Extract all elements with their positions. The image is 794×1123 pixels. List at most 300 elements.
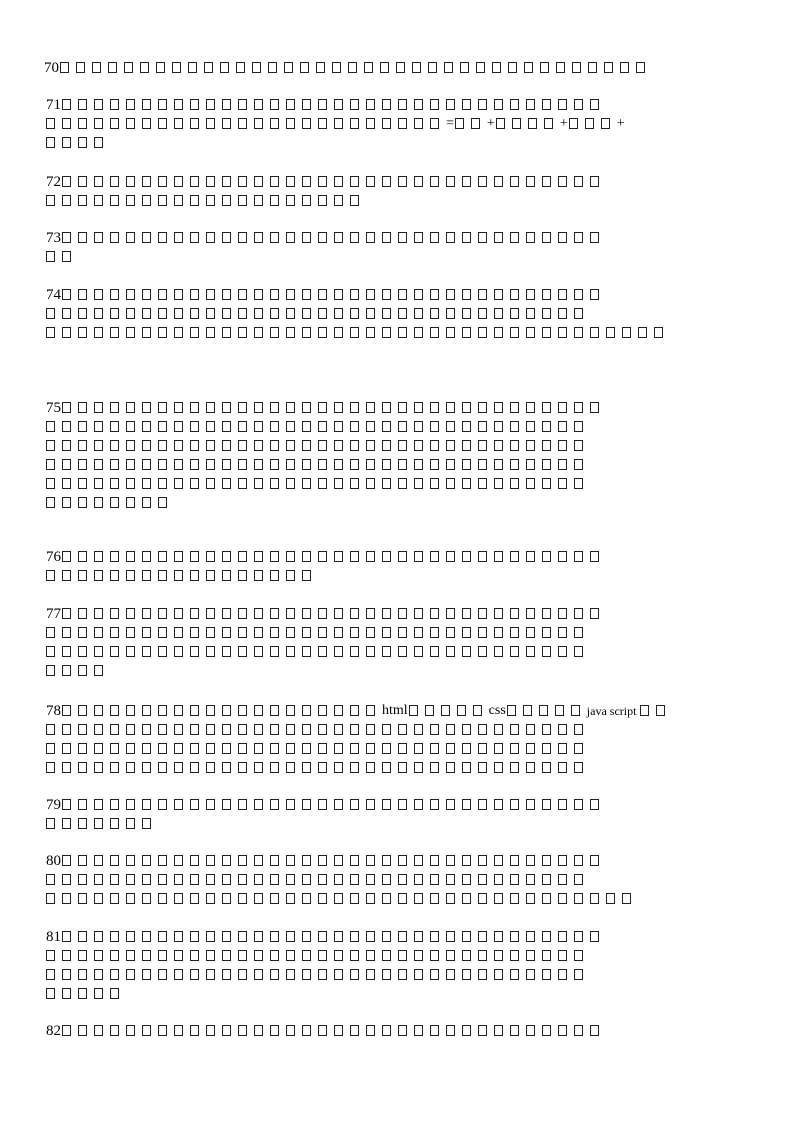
missing-glyph-box — [446, 931, 455, 942]
missing-glyph-box — [302, 762, 311, 773]
missing-glyph-box — [94, 137, 103, 148]
missing-glyph-box — [462, 646, 471, 657]
missing-glyph-box — [478, 478, 487, 489]
missing-glyph-box — [574, 724, 583, 735]
missing-glyph-box — [190, 570, 199, 581]
missing-glyph-box — [222, 893, 231, 904]
missing-glyph-box — [494, 99, 503, 110]
missing-glyph-box — [318, 855, 327, 866]
text-line — [46, 285, 746, 304]
missing-glyph-box — [254, 893, 263, 904]
missing-glyph-box — [539, 705, 548, 716]
missing-glyph-box — [302, 724, 311, 735]
missing-glyph-box — [590, 99, 599, 110]
missing-glyph-box — [142, 931, 151, 942]
missing-glyph-box — [78, 969, 87, 980]
text-line — [46, 795, 746, 814]
missing-glyph-box — [334, 969, 343, 980]
missing-glyph-box — [574, 421, 583, 432]
missing-glyph-box — [126, 818, 135, 829]
missing-glyph-box — [398, 308, 407, 319]
missing-glyph-box — [238, 762, 247, 773]
missing-glyph-box — [318, 176, 327, 187]
missing-glyph-box — [46, 195, 55, 206]
text-line — [46, 720, 746, 739]
missing-glyph-box — [62, 931, 71, 942]
missing-glyph-box — [142, 478, 151, 489]
missing-glyph-box — [222, 724, 231, 735]
missing-glyph-run — [46, 251, 78, 262]
missing-glyph-box — [110, 855, 119, 866]
missing-glyph-box — [366, 893, 375, 904]
missing-glyph-box — [588, 62, 597, 73]
missing-glyph-box — [462, 608, 471, 619]
missing-glyph-box — [300, 62, 309, 73]
missing-glyph-box — [62, 969, 71, 980]
missing-glyph-box — [286, 308, 295, 319]
missing-glyph-box — [174, 646, 183, 657]
missing-glyph-box — [366, 176, 375, 187]
missing-glyph-box — [382, 459, 391, 470]
missing-glyph-box — [142, 176, 151, 187]
missing-glyph-box — [430, 1025, 439, 1036]
missing-glyph-run — [60, 62, 652, 73]
missing-glyph-box — [555, 705, 564, 716]
missing-glyph-box — [526, 99, 535, 110]
missing-glyph-box — [574, 627, 583, 638]
missing-glyph-box — [398, 551, 407, 562]
missing-glyph-box — [494, 969, 503, 980]
missing-glyph-box — [473, 705, 482, 716]
missing-glyph-box — [206, 969, 215, 980]
missing-glyph-box — [302, 893, 311, 904]
text-line — [46, 984, 746, 1003]
missing-glyph-box — [94, 705, 103, 716]
missing-glyph-box — [382, 855, 391, 866]
missing-glyph-box — [508, 62, 517, 73]
missing-glyph-run — [409, 705, 489, 716]
missing-glyph-box — [350, 799, 359, 810]
missing-glyph-box — [606, 893, 615, 904]
missing-glyph-box — [574, 799, 583, 810]
missing-glyph-box — [238, 705, 247, 716]
missing-glyph-box — [206, 478, 215, 489]
missing-glyph-box — [110, 608, 119, 619]
missing-glyph-box — [62, 627, 71, 638]
missing-glyph-box — [526, 931, 535, 942]
missing-glyph-box — [78, 893, 87, 904]
missing-glyph-box — [510, 799, 519, 810]
missing-glyph-box — [254, 969, 263, 980]
missing-glyph-box — [382, 118, 391, 129]
missing-glyph-run — [46, 570, 318, 581]
missing-glyph-box — [46, 988, 55, 999]
missing-glyph-box — [366, 440, 375, 451]
missing-glyph-box — [94, 799, 103, 810]
missing-glyph-box — [656, 705, 665, 716]
missing-glyph-box — [366, 551, 375, 562]
missing-glyph-box — [510, 931, 519, 942]
missing-glyph-box — [270, 799, 279, 810]
missing-glyph-box — [206, 195, 215, 206]
missing-glyph-box — [334, 195, 343, 206]
missing-glyph-box — [526, 762, 535, 773]
missing-glyph-box — [558, 950, 567, 961]
missing-glyph-box — [526, 855, 535, 866]
missing-glyph-run — [46, 893, 638, 904]
missing-glyph-box — [462, 1025, 471, 1036]
missing-glyph-box — [126, 551, 135, 562]
missing-glyph-box — [62, 988, 71, 999]
missing-glyph-box — [238, 551, 247, 562]
missing-glyph-box — [62, 497, 71, 508]
missing-glyph-box — [174, 705, 183, 716]
missing-glyph-box — [398, 421, 407, 432]
missing-glyph-box — [302, 950, 311, 961]
missing-glyph-box — [110, 551, 119, 562]
missing-glyph-box — [318, 627, 327, 638]
missing-glyph-run — [640, 705, 672, 716]
missing-glyph-box — [462, 176, 471, 187]
missing-glyph-box — [590, 931, 599, 942]
missing-glyph-box — [302, 743, 311, 754]
missing-glyph-box — [254, 1025, 263, 1036]
missing-glyph-box — [254, 627, 263, 638]
text-line — [46, 133, 746, 152]
missing-glyph-box — [174, 893, 183, 904]
text-line — [46, 95, 746, 114]
missing-glyph-box — [78, 665, 87, 676]
missing-glyph-box — [158, 608, 167, 619]
missing-glyph-box — [62, 478, 71, 489]
missing-glyph-box — [110, 646, 119, 657]
missing-glyph-box — [446, 608, 455, 619]
missing-glyph-box — [430, 232, 439, 243]
missing-glyph-box — [140, 62, 149, 73]
missing-glyph-box — [382, 646, 391, 657]
missing-glyph-box — [126, 762, 135, 773]
item-number: 80 — [46, 852, 61, 869]
missing-glyph-box — [430, 799, 439, 810]
missing-glyph-box — [78, 743, 87, 754]
missing-glyph-box — [254, 646, 263, 657]
paragraph-81 — [46, 927, 746, 1003]
missing-glyph-box — [62, 232, 71, 243]
missing-glyph-box — [590, 289, 599, 300]
missing-glyph-box — [382, 99, 391, 110]
missing-glyph-box — [398, 931, 407, 942]
missing-glyph-box — [364, 62, 373, 73]
missing-glyph-box — [78, 551, 87, 562]
missing-glyph-box — [94, 176, 103, 187]
missing-glyph-box — [206, 893, 215, 904]
missing-glyph-box — [494, 950, 503, 961]
missing-glyph-box — [366, 627, 375, 638]
missing-glyph-box — [174, 627, 183, 638]
missing-glyph-run — [62, 608, 606, 619]
missing-glyph-box — [286, 232, 295, 243]
missing-glyph-box — [654, 327, 663, 338]
missing-glyph-box — [78, 478, 87, 489]
missing-glyph-box — [158, 289, 167, 300]
missing-glyph-box — [78, 608, 87, 619]
missing-glyph-box — [62, 570, 71, 581]
missing-glyph-box — [478, 232, 487, 243]
missing-glyph-box — [206, 232, 215, 243]
missing-glyph-box — [78, 818, 87, 829]
missing-glyph-box — [510, 232, 519, 243]
missing-glyph-run — [46, 969, 590, 980]
missing-glyph-box — [414, 893, 423, 904]
missing-glyph-box — [569, 118, 578, 129]
missing-glyph-box — [478, 551, 487, 562]
missing-glyph-box — [190, 724, 199, 735]
missing-glyph-box — [302, 118, 311, 129]
missing-glyph-box — [62, 327, 71, 338]
missing-glyph-box — [494, 743, 503, 754]
paragraph-75 — [46, 398, 746, 512]
missing-glyph-box — [142, 497, 151, 508]
missing-glyph-box — [590, 799, 599, 810]
missing-glyph-box — [254, 195, 263, 206]
missing-glyph-box — [318, 440, 327, 451]
missing-glyph-box — [542, 950, 551, 961]
missing-glyph-box — [332, 62, 341, 73]
missing-glyph-box — [270, 289, 279, 300]
missing-glyph-box — [286, 893, 295, 904]
missing-glyph-box — [270, 743, 279, 754]
missing-glyph-run — [496, 118, 560, 129]
missing-glyph-box — [366, 743, 375, 754]
missing-glyph-box — [206, 1025, 215, 1036]
missing-glyph-box — [318, 402, 327, 413]
missing-glyph-box — [270, 308, 279, 319]
missing-glyph-box — [238, 931, 247, 942]
missing-glyph-box — [494, 724, 503, 735]
missing-glyph-box — [158, 931, 167, 942]
missing-glyph-box — [318, 1025, 327, 1036]
missing-glyph-run — [455, 118, 487, 129]
missing-glyph-box — [446, 232, 455, 243]
missing-glyph-box — [190, 176, 199, 187]
missing-glyph-box — [206, 551, 215, 562]
missing-glyph-box — [478, 327, 487, 338]
missing-glyph-box — [574, 893, 583, 904]
missing-glyph-box — [366, 799, 375, 810]
missing-glyph-box — [78, 176, 87, 187]
missing-glyph-box — [574, 931, 583, 942]
missing-glyph-box — [476, 62, 485, 73]
missing-glyph-box — [78, 931, 87, 942]
missing-glyph-box — [158, 440, 167, 451]
missing-glyph-box — [238, 402, 247, 413]
missing-glyph-box — [430, 874, 439, 885]
missing-glyph-run — [62, 551, 606, 562]
missing-glyph-box — [446, 289, 455, 300]
missing-glyph-box — [94, 724, 103, 735]
missing-glyph-box — [318, 762, 327, 773]
missing-glyph-run — [46, 195, 366, 206]
missing-glyph-box — [318, 874, 327, 885]
missing-glyph-box — [446, 176, 455, 187]
missing-glyph-box — [462, 421, 471, 432]
missing-glyph-box — [158, 705, 167, 716]
text-line — [46, 398, 746, 417]
text-line — [46, 417, 746, 436]
missing-glyph-box — [108, 62, 117, 73]
missing-glyph-box — [430, 421, 439, 432]
missing-glyph-box — [457, 705, 466, 716]
missing-glyph-box — [142, 195, 151, 206]
missing-glyph-box — [78, 705, 87, 716]
missing-glyph-box — [524, 62, 533, 73]
text-line — [46, 247, 746, 266]
missing-glyph-box — [124, 62, 133, 73]
missing-glyph-box — [571, 705, 580, 716]
missing-glyph-box — [46, 118, 55, 129]
missing-glyph-box — [110, 459, 119, 470]
missing-glyph-box — [460, 62, 469, 73]
missing-glyph-box — [94, 1025, 103, 1036]
missing-glyph-box — [46, 440, 55, 451]
missing-glyph-run — [46, 874, 590, 885]
missing-glyph-box — [334, 1025, 343, 1036]
missing-glyph-box — [270, 627, 279, 638]
missing-glyph-box — [286, 421, 295, 432]
missing-glyph-box — [382, 762, 391, 773]
missing-glyph-box — [366, 327, 375, 338]
missing-glyph-box — [318, 799, 327, 810]
missing-glyph-box — [126, 855, 135, 866]
missing-glyph-box — [462, 762, 471, 773]
missing-glyph-box — [110, 195, 119, 206]
missing-glyph-box — [190, 762, 199, 773]
missing-glyph-box — [190, 478, 199, 489]
missing-glyph-box — [94, 874, 103, 885]
missing-glyph-box — [78, 988, 87, 999]
missing-glyph-box — [398, 402, 407, 413]
missing-glyph-box — [190, 289, 199, 300]
missing-glyph-box — [585, 118, 594, 129]
missing-glyph-box — [382, 799, 391, 810]
missing-glyph-box — [94, 646, 103, 657]
missing-glyph-box — [430, 118, 439, 129]
missing-glyph-box — [318, 608, 327, 619]
missing-glyph-box — [542, 459, 551, 470]
missing-glyph-box — [174, 327, 183, 338]
missing-glyph-box — [302, 855, 311, 866]
missing-glyph-box — [302, 1025, 311, 1036]
missing-glyph-box — [286, 440, 295, 451]
missing-glyph-box — [238, 950, 247, 961]
missing-glyph-box — [222, 799, 231, 810]
missing-glyph-box — [318, 232, 327, 243]
missing-glyph-box — [590, 402, 599, 413]
missing-glyph-box — [542, 931, 551, 942]
missing-glyph-box — [158, 799, 167, 810]
missing-glyph-box — [46, 665, 55, 676]
missing-glyph-box — [526, 421, 535, 432]
missing-glyph-box — [350, 762, 359, 773]
missing-glyph-box — [334, 893, 343, 904]
missing-glyph-box — [430, 646, 439, 657]
missing-glyph-box — [142, 459, 151, 470]
missing-glyph-box — [94, 570, 103, 581]
missing-glyph-box — [640, 705, 649, 716]
text-line — [46, 1021, 746, 1040]
missing-glyph-box — [110, 950, 119, 961]
missing-glyph-box — [78, 762, 87, 773]
missing-glyph-box — [206, 724, 215, 735]
missing-glyph-box — [572, 62, 581, 73]
text-line — [46, 851, 746, 870]
missing-glyph-box — [430, 308, 439, 319]
missing-glyph-box — [142, 799, 151, 810]
missing-glyph-box — [398, 627, 407, 638]
missing-glyph-box — [238, 195, 247, 206]
missing-glyph-box — [558, 762, 567, 773]
missing-glyph-box — [110, 497, 119, 508]
missing-glyph-box — [190, 1025, 199, 1036]
item-number: 77 — [46, 605, 61, 622]
missing-glyph-box — [510, 874, 519, 885]
missing-glyph-box — [158, 762, 167, 773]
missing-glyph-box — [382, 893, 391, 904]
missing-glyph-box — [174, 608, 183, 619]
missing-glyph-box — [78, 497, 87, 508]
missing-glyph-box — [174, 459, 183, 470]
missing-glyph-run — [507, 705, 587, 716]
paragraph-73 — [46, 228, 746, 266]
missing-glyph-box — [206, 421, 215, 432]
missing-glyph-box — [366, 478, 375, 489]
missing-glyph-box — [110, 762, 119, 773]
missing-glyph-box — [471, 118, 480, 129]
missing-glyph-box — [286, 118, 295, 129]
missing-glyph-box — [510, 440, 519, 451]
missing-glyph-box — [382, 743, 391, 754]
missing-glyph-box — [430, 950, 439, 961]
missing-glyph-box — [158, 551, 167, 562]
missing-glyph-box — [425, 705, 434, 716]
missing-glyph-box — [238, 118, 247, 129]
missing-glyph-box — [601, 118, 610, 129]
missing-glyph-box — [126, 118, 135, 129]
missing-glyph-box — [318, 705, 327, 716]
missing-glyph-box — [110, 988, 119, 999]
missing-glyph-box — [334, 705, 343, 716]
missing-glyph-box — [126, 421, 135, 432]
missing-glyph-box — [494, 874, 503, 885]
missing-glyph-box — [382, 232, 391, 243]
missing-glyph-box — [302, 969, 311, 980]
missing-glyph-box — [366, 855, 375, 866]
missing-glyph-box — [574, 176, 583, 187]
missing-glyph-box — [190, 99, 199, 110]
text-line — [46, 493, 746, 512]
missing-glyph-box — [414, 799, 423, 810]
missing-glyph-box — [430, 99, 439, 110]
missing-glyph-box — [126, 176, 135, 187]
missing-glyph-box — [558, 799, 567, 810]
missing-glyph-box — [334, 118, 343, 129]
missing-glyph-box — [398, 855, 407, 866]
missing-glyph-box — [94, 308, 103, 319]
missing-glyph-box — [446, 855, 455, 866]
missing-glyph-box — [414, 308, 423, 319]
text-line — [46, 870, 746, 889]
missing-glyph-box — [350, 551, 359, 562]
